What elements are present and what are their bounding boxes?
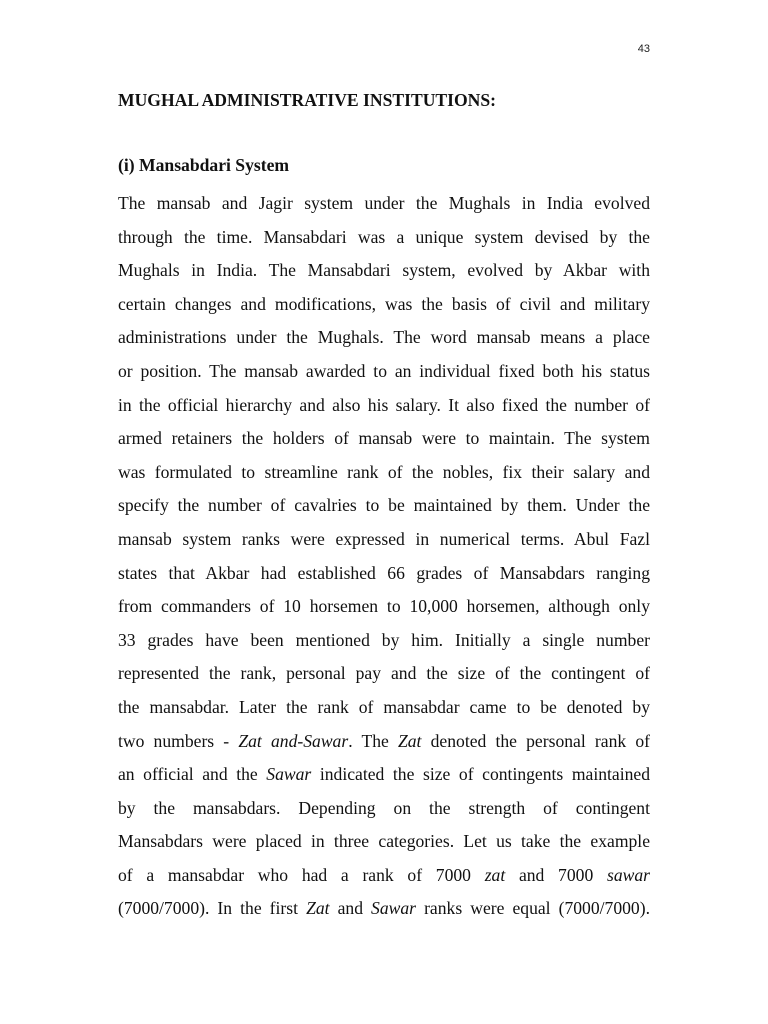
text-segment: through the time. Mansabdari was a unique system devised by the bbox=[118, 226, 650, 247]
text-segment: an official and the bbox=[118, 764, 267, 785]
text-line bbox=[118, 792, 650, 826]
text-line bbox=[118, 389, 650, 423]
text-segment: two numbers - bbox=[118, 730, 239, 751]
text-segment: or position. The mansab awarded to an individual fixed both his status bbox=[118, 360, 650, 381]
text-line bbox=[118, 691, 650, 725]
text-segment: armed retainers the holders of mansab were to maintain. The system bbox=[118, 428, 650, 449]
italic-term: Zat bbox=[306, 898, 330, 919]
text-line bbox=[118, 321, 650, 355]
text-segment: from commanders of 10 horsemen to 10,000 horsemen, although only bbox=[118, 596, 650, 617]
text-line bbox=[118, 288, 650, 322]
italic-term: Zat bbox=[397, 730, 422, 751]
text-segment: 33 grades have been mentioned by him. Initially a single number bbox=[118, 629, 650, 650]
text-segment: The mansab and Jagir system under the Mughals in India evolved bbox=[118, 193, 650, 213]
text-line bbox=[118, 892, 650, 926]
italic-term: Sawar bbox=[266, 764, 312, 785]
italic-term: sawar bbox=[606, 864, 650, 885]
text-line bbox=[118, 657, 650, 691]
text-line bbox=[118, 456, 650, 490]
text-segment: . The bbox=[348, 730, 398, 751]
text-segment: certain changes and modifications, was the basis of civil and military bbox=[118, 293, 650, 314]
body-paragraph bbox=[118, 187, 650, 926]
text-segment: Mansabdars were placed in three categories. Let us take the example bbox=[118, 831, 650, 852]
text-segment: Mughals in India. The Mansabdari system, evolved by Akbar with bbox=[118, 260, 650, 281]
text-segment: and 7000 bbox=[505, 864, 607, 885]
text-line bbox=[118, 489, 650, 523]
italic-term: Sawar bbox=[371, 898, 417, 919]
text-line bbox=[118, 557, 650, 591]
text-segment: in the official hierarchy and also his salary. It also fixed the number of bbox=[118, 394, 650, 415]
text-line bbox=[118, 825, 650, 859]
text-line bbox=[118, 523, 650, 557]
chapter-heading: MUGHAL ADMINISTRATIVE INSTITUTIONS: bbox=[118, 90, 497, 110]
text-segment: indicated the size of contingents maintained bbox=[311, 764, 651, 785]
text-line bbox=[118, 859, 650, 893]
text-segment: and bbox=[329, 898, 372, 919]
text-segment: was formulated to streamline rank of the nobles, fix their salary and bbox=[118, 461, 650, 482]
text-line bbox=[118, 624, 650, 658]
text-line bbox=[118, 758, 650, 792]
text-line bbox=[118, 422, 650, 456]
text-segment: states that Akbar had established 66 grades of Mansabdars ranging bbox=[118, 562, 650, 583]
text-segment: of a mansabdar who had a rank of 7000 bbox=[118, 864, 485, 885]
text-line bbox=[118, 187, 650, 221]
text-segment: represented the rank, personal pay and the size of the contingent of bbox=[118, 663, 650, 684]
text-segment: denoted the personal rank of bbox=[421, 730, 650, 751]
text-segment: by the mansabdars. Depending on the strength of contingent bbox=[118, 797, 650, 818]
text-segment: mansab system ranks were expressed in numerical terms. Abul Fazl bbox=[118, 528, 650, 549]
section-title: (i) Mansabdari System bbox=[118, 155, 290, 175]
text-segment: ranks were equal (7000/7000). bbox=[416, 898, 650, 919]
text-line bbox=[118, 725, 650, 759]
italic-term: zat bbox=[484, 864, 506, 885]
text-line bbox=[118, 254, 650, 288]
text-line bbox=[118, 355, 650, 389]
italic-term: Zat and-Sawar bbox=[238, 730, 349, 751]
page-number: 43 bbox=[637, 43, 650, 55]
text-segment: administrations under the Mughals. The word mansab means a place bbox=[118, 327, 650, 348]
text-line bbox=[118, 221, 650, 255]
text-segment: (7000/7000). In the first bbox=[118, 898, 307, 919]
text-segment: the mansabdar. Later the rank of mansabdar came to be denoted by bbox=[118, 696, 650, 717]
text-segment: specify the number of cavalries to be maintained by them. Under the bbox=[118, 495, 650, 516]
text-line bbox=[118, 590, 650, 624]
